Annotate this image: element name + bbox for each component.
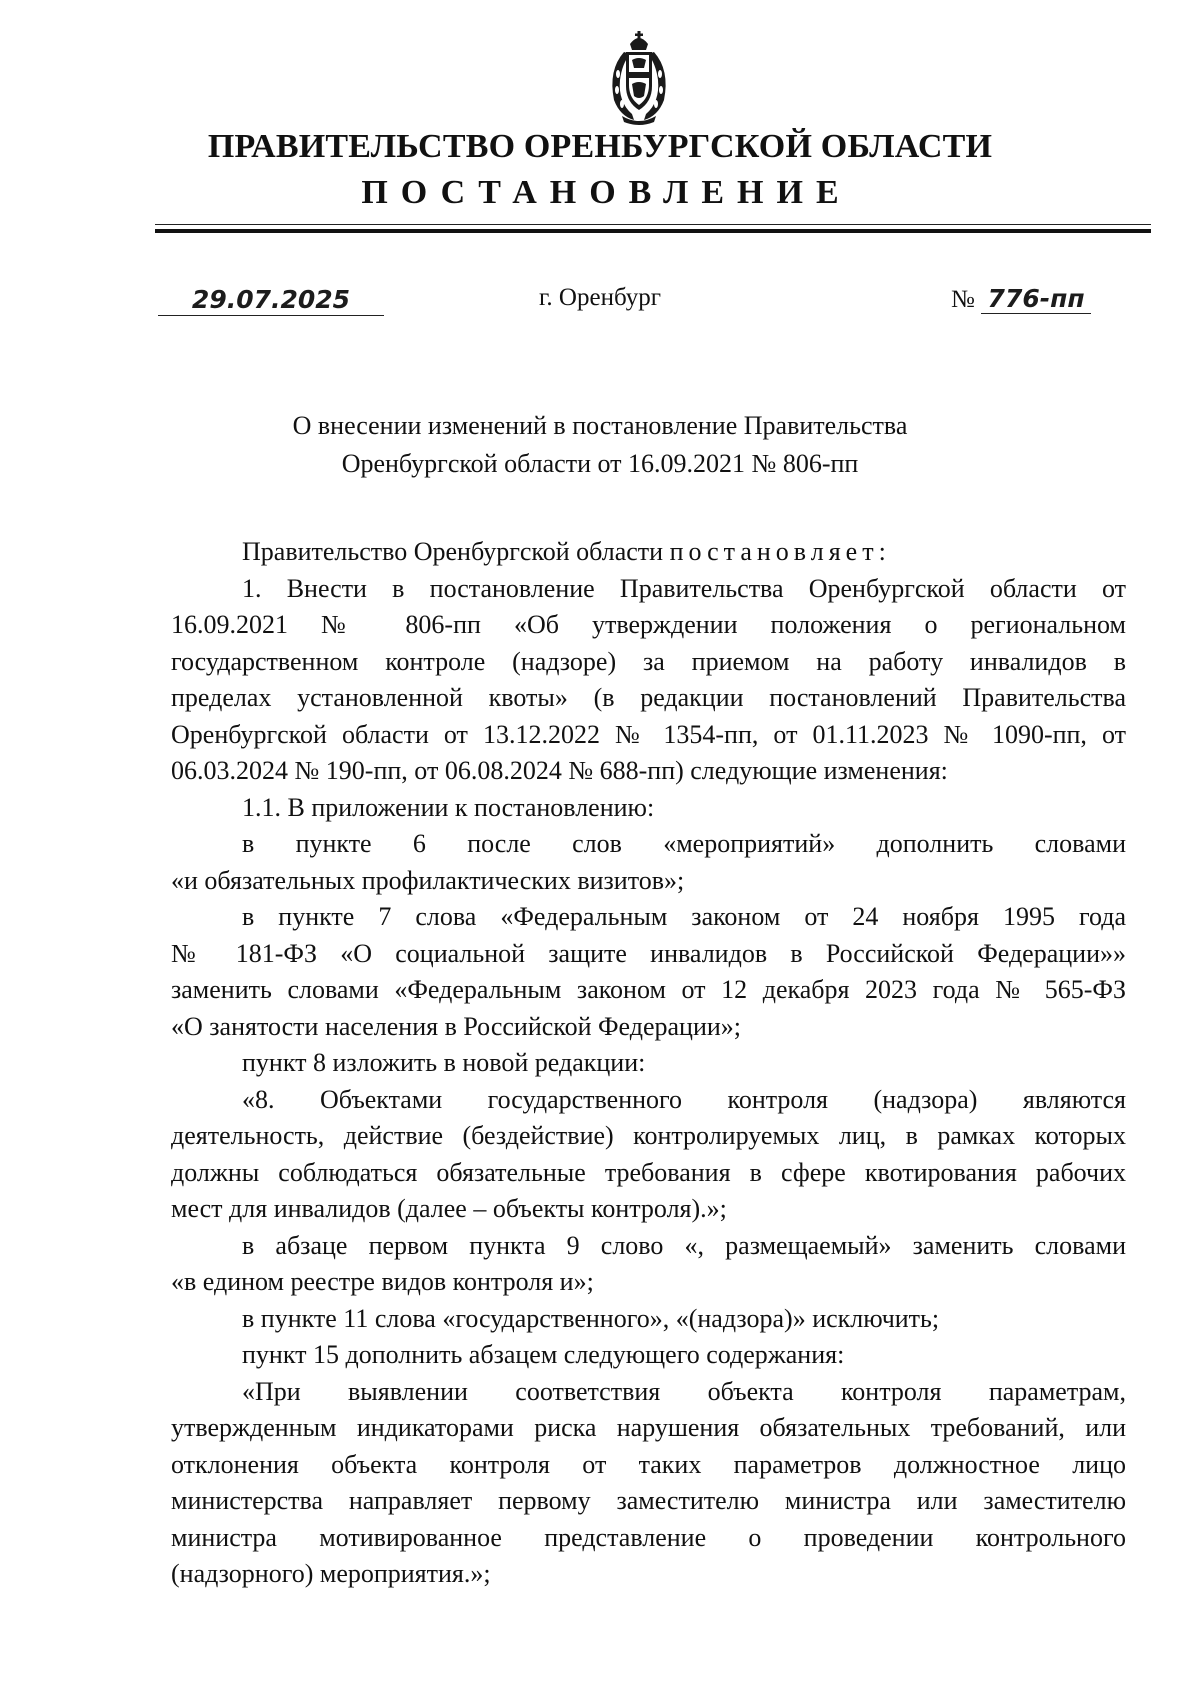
- body-line: «8. Объектами государственного контроля (надзора) являются: [242, 1084, 1126, 1114]
- subject-line-1: О внесении изменений в постановление Правительства: [292, 411, 908, 440]
- body-line: 1. Внести в постановление Правительства Оренбургской области от: [242, 573, 1126, 603]
- body-line: № 181-ФЗ «О социальной защите инвалидов в Российской Федерации»»: [171, 938, 1126, 968]
- preamble: [171, 534, 1126, 571]
- body-line: в пункте 6 после слов «мероприятий» дополнить словами: [242, 829, 1126, 858]
- body-line: мест для инвалидов (далее – объекты контроля).»;: [171, 1194, 727, 1223]
- body-line: «О занятости населения в Российской Федерации»;: [171, 1011, 742, 1041]
- body-line: государственном контроле (надзоре) за приемом на работу инвалидов в: [171, 646, 1126, 676]
- preamble-verb: постановляет:: [669, 537, 891, 566]
- body-line: Оренбургской области от 13.12.2022 № 1354-пп, от 01.11.2023 № 1090-пп, от: [171, 719, 1126, 749]
- body-line: пункт 8 изложить в новой редакции:: [242, 1048, 646, 1077]
- header-rule-thin: [155, 224, 1151, 225]
- body-line: «При выявлении соответствия объекта контроля параметрам,: [242, 1376, 1126, 1406]
- body-line: в пункте 7 слова «Федеральным законом от 24 ноября 1995 года: [242, 902, 1126, 931]
- body-line: пределах установленной квоты» (в редакции постановлений Правительства: [171, 683, 1126, 712]
- body-line: 16.09.2021 № 806-пп «Об утверждении положения о региональном: [171, 610, 1126, 639]
- body-line: деятельность, действие (бездействие) контролируемых лиц, в рамках которых: [171, 1121, 1126, 1150]
- body-line: министерства направляет первому заместителю министра или заместителю: [171, 1486, 1126, 1515]
- body-line: отклонения объекта контроля от таких параметров должностное лицо: [171, 1449, 1126, 1479]
- preamble-start: Правительство Оренбургской области: [242, 537, 664, 566]
- document-number-label: №: [951, 286, 975, 313]
- document-date: 29.07.2025: [158, 285, 384, 316]
- header-rule-thick: [155, 229, 1151, 233]
- body-line: «и обязательных профилактических визитов»;: [171, 865, 685, 895]
- body-line: (надзорного) мероприятия.»;: [171, 1559, 491, 1588]
- document-number-value: 776-пп: [981, 284, 1091, 314]
- document-body: [171, 534, 1126, 1593]
- body-line: пункт 15 дополнить абзацем следующего содержания:: [242, 1340, 845, 1369]
- subject-line-2: Оренбургской области от 16.09.2021 № 806-пп: [341, 449, 859, 478]
- body-line: должны соблюдаться обязательные требования в сфере квотирования рабочих: [171, 1157, 1126, 1187]
- body-line: в абзаце первом пункта 9 слово «, размещаемый» заменить словами: [242, 1230, 1126, 1260]
- body-line: 1.1. В приложении к постановлению:: [242, 792, 655, 822]
- body-line: «в едином реестре видов контроля и»;: [171, 1267, 594, 1296]
- document-number: [951, 284, 1091, 314]
- document-subject: [0, 407, 1200, 483]
- body-line: утвержденным индикаторами риска нарушения обязательных требований, или: [171, 1413, 1126, 1442]
- body-line: министра мотивированное представление о проведении контрольного: [171, 1522, 1126, 1552]
- organization-title: ПРАВИТЕЛЬСТВО ОРЕНБУРГСКОЙ ОБЛАСТИ: [207, 128, 993, 165]
- document-type-title: ПОСТАНОВЛЕНИЕ: [361, 174, 852, 211]
- coat-of-arms-icon: [604, 30, 674, 126]
- body-line: заменить словами «Федеральным законом от 12 декабря 2023 года № 565-ФЗ: [171, 975, 1126, 1004]
- body-line: 06.03.2024 № 190-пп, от 06.08.2024 № 688-пп) следующие изменения:: [171, 756, 948, 785]
- document-city: г. Оренбург: [539, 284, 661, 311]
- body-line: в пункте 11 слова «государственного», «(надзора)» исключить;: [242, 1303, 940, 1333]
